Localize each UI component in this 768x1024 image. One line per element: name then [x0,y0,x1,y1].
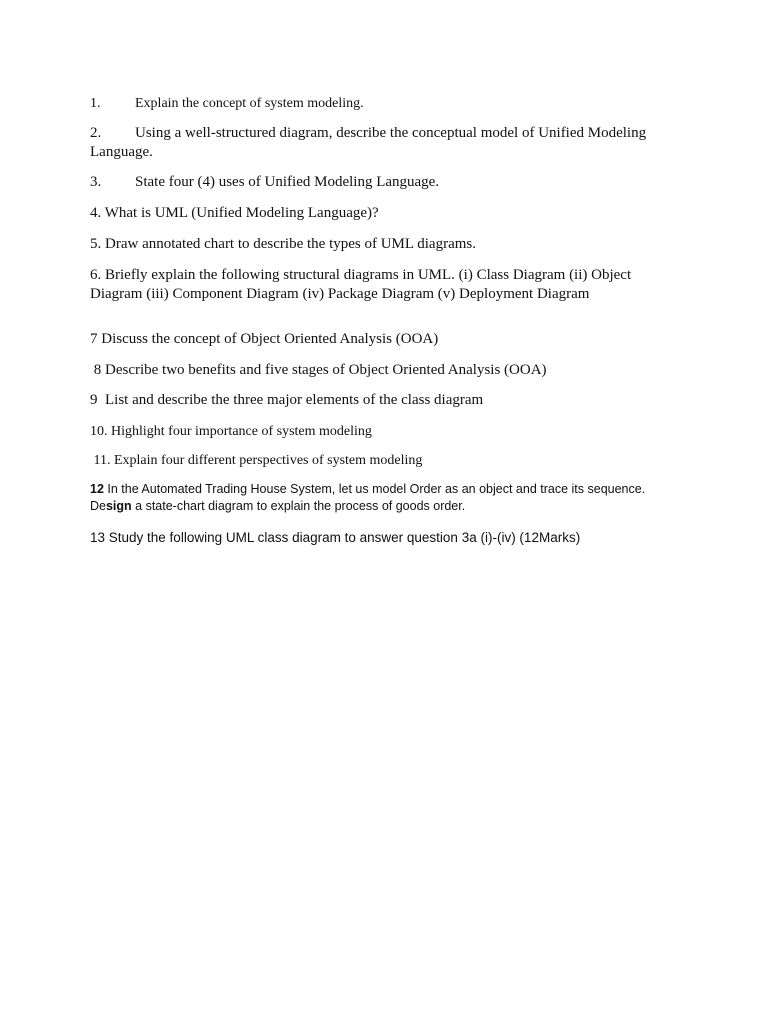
question-8: 8 Describe two benefits and five stages of Object Oriented Analysis (OOA) [90,362,547,378]
question-5: 5. Draw annotated chart to describe the types of UML diagrams. [90,236,476,252]
question-4: 4. What is UML (Unified Modeling Language)? [90,205,379,221]
question-2 [90,124,670,162]
question-number: 12 [90,482,104,496]
question-number: 2. [90,125,102,141]
question-text: Using a well-structured diagram, describe the conceptual model of Unified Modeling Language. [90,125,647,160]
question-text: Explain the concept of system modeling. [135,96,364,111]
question-11: 11. Explain four different perspectives of system modeling [90,453,423,468]
question-text-bold-part: sign [105,499,132,513]
question-text: State four (4) uses of Unified Modeling Language. [135,174,440,190]
question-9: 9 List and describe the three major elements of the class diagram [90,392,484,408]
question-text-part: a state-chart diagram to explain the process of goods order. [131,499,466,513]
question-10: 10. Highlight four importance of system modeling [90,424,372,439]
question-number: 3. [90,174,102,190]
question-6: 6. Briefly explain the following structural diagrams in UML. (i) Class Diagram (ii) Object Diagram (iii) Component Diagram (iv) Package Diagram (v) Deployment Diagram [90,267,632,302]
question-3 [90,173,670,192]
question-13: 13 Study the following UML class diagram to answer question 3a (i)-(iv) (12Marks) [90,530,581,545]
question-7: 7 Discuss the concept of Object Oriented Analysis (OOA) [90,331,439,347]
question-1 [90,94,670,113]
question-number: 1. [90,96,101,111]
question-text-part: In the Automated Trading House System, let us model Order as an object and trace its sequence. De [90,482,646,513]
question-12 [90,481,670,515]
